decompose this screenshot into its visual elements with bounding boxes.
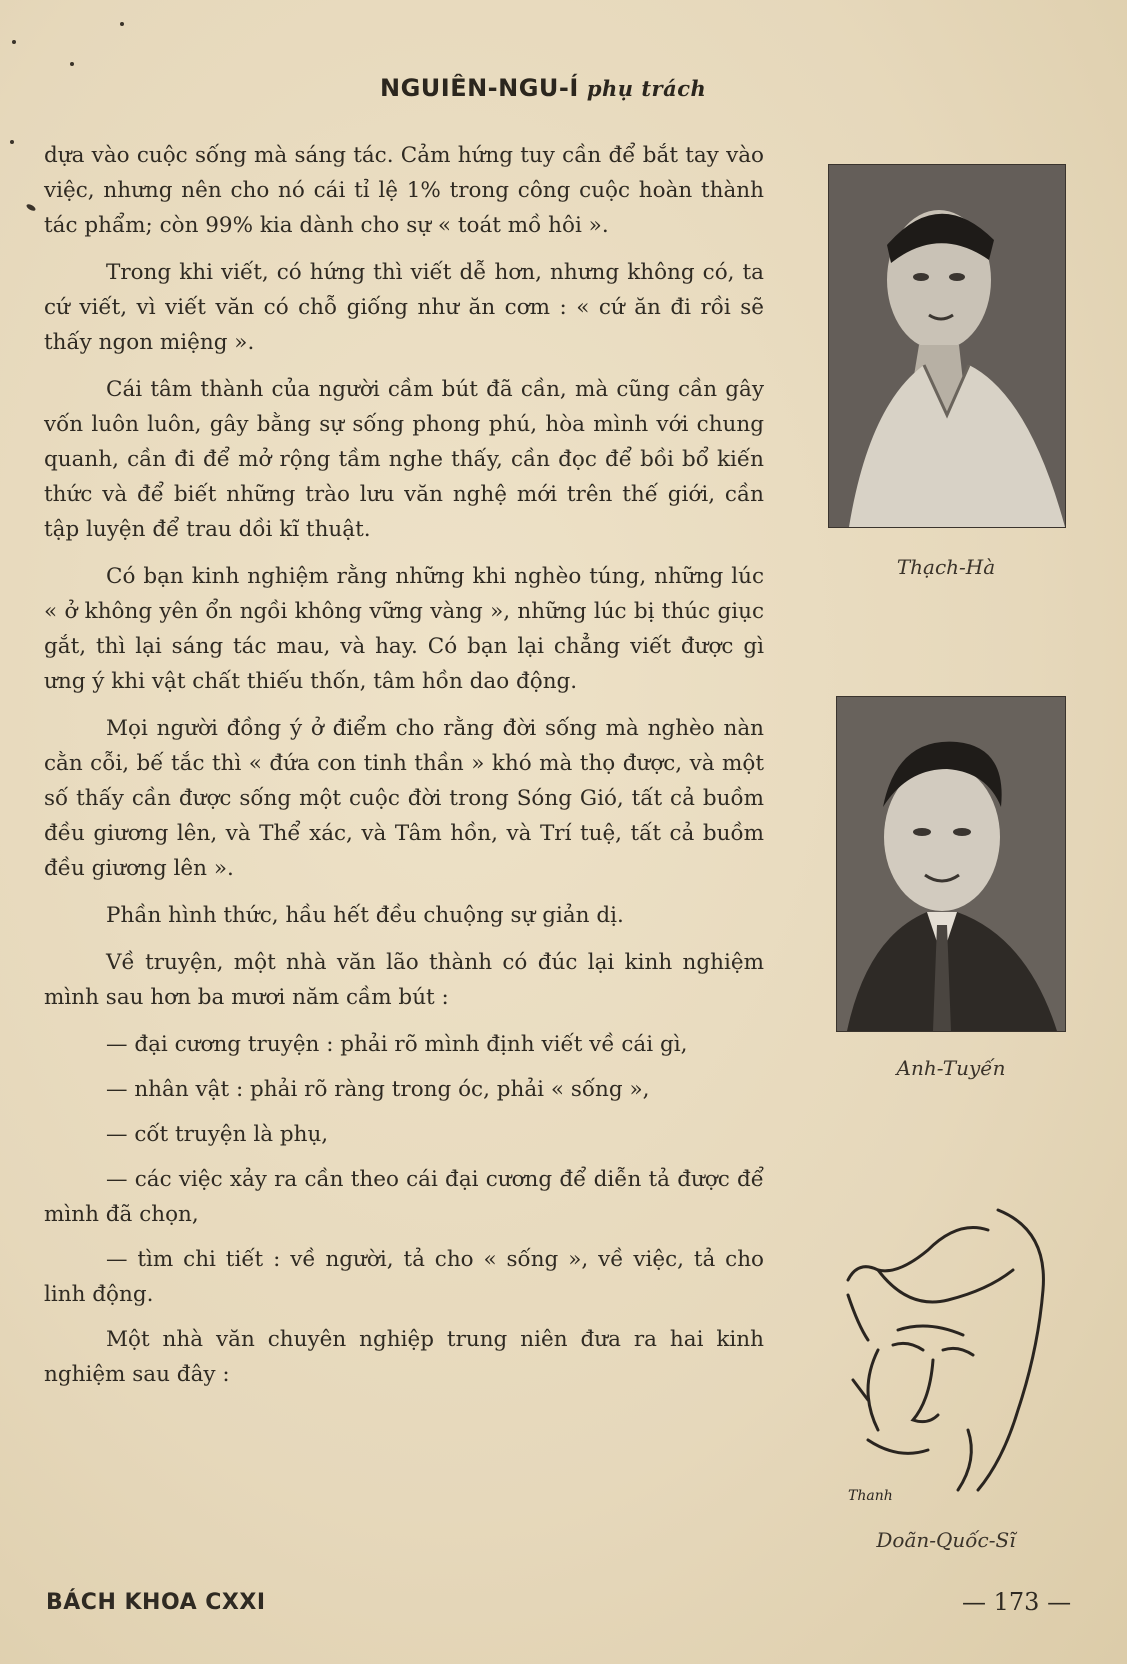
portrait-caption: Anh-Tuyến [896, 1056, 1006, 1080]
paragraph: dựa vào cuộc sống mà sáng tác. Cảm hứng tuy cần để bắt tay vào việc, nhưng nên cho nó cái tỉ lệ 1% trong công cuộc hoàn thành tác phẩm; còn 99% kia dành cho sự « toát mồ hôi ». [44, 143, 764, 238]
paragraph: Trong khi viết, có hứng thì viết dễ hơn, nhưng không có, ta cứ viết, vì viết văn có chỗ giống như ăn cơm : « cứ ăn đi rồi sẽ thấy ngon miệng ». [44, 260, 764, 355]
paragraph: Có bạn kinh nghiệm rằng những khi nghèo túng, những lúc « ở không yên ổn ngồi không vững vàng », những lúc bị thúc giục gắt, thì lại sáng tác mau, và hay. Có bạn lại chẳng viết được gì ưng ý khi vật chất thiếu thốn, tâm hồn dao động. [44, 564, 764, 694]
print-speck [12, 40, 16, 44]
list-item: — cốt truyện là phụ, [106, 1122, 329, 1147]
portrait-photo-anh-tuyen [836, 696, 1066, 1032]
svg-text:Thanh: Thanh [848, 1488, 893, 1504]
portrait-photo-icon [829, 165, 1065, 527]
portrait-photo-thach-ha [828, 164, 1066, 528]
print-speck [25, 203, 36, 212]
portrait-sketch-doan-quoc-si [838, 1200, 1068, 1520]
portrait-caption: Thạch-Hà [896, 555, 996, 579]
paragraph: Về truyện, một nhà văn lão thành có đúc lại kinh nghiệm mình sau hơn ba mươi năm cầm bút : [44, 950, 764, 1010]
magazine-title: BÁCH KHOA CXXI [46, 1590, 266, 1615]
print-speck [10, 140, 14, 144]
closing-paragraph: Một nhà văn chuyên nghiệp trung niên đưa ra hai kinh nghiệm sau đây : [44, 1327, 764, 1387]
paragraph: Phần hình thức, hầu hết đều chuộng sự giản dị. [106, 903, 624, 928]
print-speck [70, 62, 74, 66]
portrait-sketch-icon [838, 1200, 1068, 1520]
list-item: — các việc xảy ra cần theo cái đại cương để diễn tả được để mình đã chọn, [44, 1167, 764, 1227]
portrait-photo-icon [837, 697, 1065, 1031]
paragraph: Cái tâm thành của người cầm bút đã cần, mà cũng cần gây vốn luôn luôn, gây bằng sự sống phong phú, hòa mình với chung quanh, cần đi để mở rộng tầm nghe thấy, cần đọc để bồi bổ kiến thức và để biết những trào lưu văn nghệ mới trên thế giới, cần tập luyện để trau dồi kĩ thuật. [44, 377, 764, 542]
list-item: — tìm chi tiết : về người, tả cho « sống », về việc, tả cho linh động. [44, 1247, 764, 1307]
article-body [44, 138, 764, 1404]
page-header [380, 74, 706, 102]
print-speck [120, 22, 124, 26]
portrait-caption: Doãn-Quốc-Sĩ [876, 1528, 1016, 1552]
list-item: — đại cương truyện : phải rõ mình định viết về cái gì, [106, 1032, 688, 1057]
page-number: — 173 — [962, 1588, 1072, 1616]
paragraph: Mọi người đồng ý ở điểm cho rằng đời sống mà nghèo nàn cằn cỗi, bế tắc thì « đứa con tinh thần » khó mà thọ được, và một số thấy cần được sống một cuộc đời trong Sóng Gió, tất cả buồm đều giương lên, và Thể xác, và Tâm hồn, và Trí tuệ, tất cả buồm đều giương lên ». [44, 716, 764, 881]
list-item: — nhân vật : phải rõ ràng trong óc, phải « sống », [106, 1077, 650, 1102]
column-author: NGUIÊN-NGU-Í [380, 74, 579, 102]
column-subtitle: phụ trách [586, 76, 707, 101]
